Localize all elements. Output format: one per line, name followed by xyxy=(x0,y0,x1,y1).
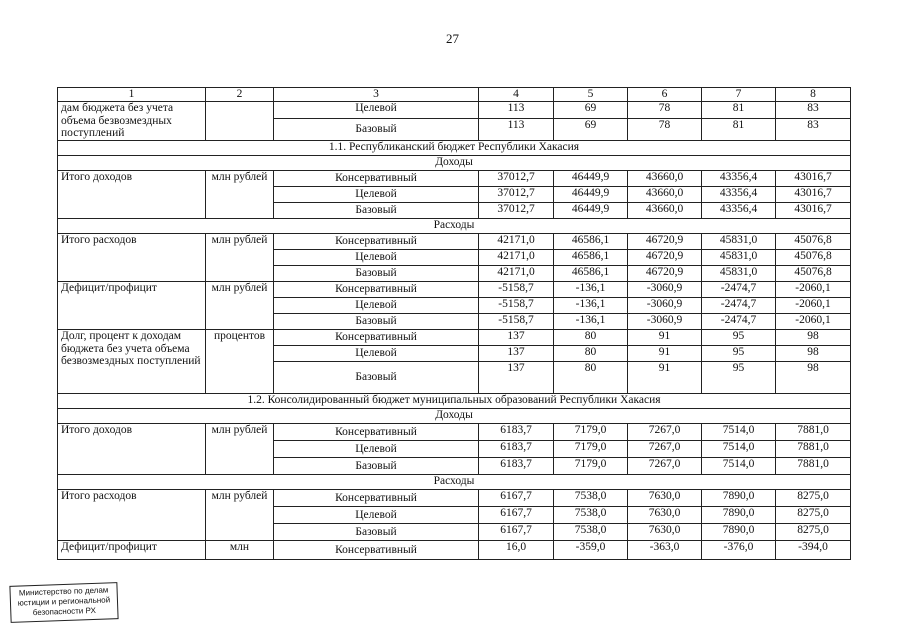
value-cell: -359,0 xyxy=(554,540,628,559)
value-cell: 91 xyxy=(628,345,702,361)
subsection-title: Доходы xyxy=(58,155,851,170)
value-cell: 37012,7 xyxy=(479,186,554,202)
value-cell: 7514,0 xyxy=(702,423,776,440)
scenario-label: Консервативный xyxy=(274,281,479,297)
value-cell: -2474,7 xyxy=(702,281,776,297)
value-cell: 7179,0 xyxy=(554,423,628,440)
value-cell: 137 xyxy=(479,361,554,393)
value-cell: 95 xyxy=(702,345,776,361)
value-cell: 7538,0 xyxy=(554,489,628,506)
column-header: 7 xyxy=(702,88,776,102)
value-cell: 7881,0 xyxy=(776,440,851,457)
value-cell: 43016,7 xyxy=(776,170,851,186)
indicator-label: Итого расходов xyxy=(58,489,206,540)
column-header: 5 xyxy=(554,88,628,102)
value-cell: 95 xyxy=(702,329,776,345)
value-cell: 8275,0 xyxy=(776,506,851,523)
value-cell: 43356,4 xyxy=(702,170,776,186)
stamp-line: Министерство по делам xyxy=(18,585,109,598)
column-header: 1 xyxy=(58,88,206,102)
value-cell: 46586,1 xyxy=(554,249,628,265)
value-cell: -136,1 xyxy=(554,313,628,329)
value-cell: 95 xyxy=(702,361,776,393)
scenario-label: Целевой xyxy=(274,102,479,119)
scenario-label: Целевой xyxy=(274,440,479,457)
value-cell: 43660,0 xyxy=(628,170,702,186)
value-cell: 46586,1 xyxy=(554,265,628,281)
value-cell: 45831,0 xyxy=(702,233,776,249)
table-row xyxy=(58,281,851,297)
value-cell: 91 xyxy=(628,361,702,393)
value-cell: 6183,7 xyxy=(479,440,554,457)
subsection-title: Доходы xyxy=(58,408,851,423)
table-row xyxy=(58,540,851,559)
scenario-label: Целевой xyxy=(274,345,479,361)
scenario-label: Консервативный xyxy=(274,540,479,559)
value-cell: 46586,1 xyxy=(554,233,628,249)
unit-cell: млн xyxy=(206,540,274,559)
scenario-label: Базовый xyxy=(274,361,479,393)
scenario-label: Консервативный xyxy=(274,170,479,186)
value-cell: 43356,4 xyxy=(702,186,776,202)
indicator-label: дам бюджета без учета объема безвозмездных поступлений xyxy=(58,102,206,141)
page-number: 27 xyxy=(446,31,459,46)
scenario-label: Базовый xyxy=(274,313,479,329)
value-cell: 43356,4 xyxy=(702,202,776,218)
subsection-title-row xyxy=(58,474,851,489)
scenario-label: Целевой xyxy=(274,297,479,313)
value-cell: 7630,0 xyxy=(628,523,702,540)
value-cell: -3060,9 xyxy=(628,297,702,313)
scenario-label: Консервативный xyxy=(274,423,479,440)
value-cell: 83 xyxy=(776,119,851,141)
value-cell: 16,0 xyxy=(479,540,554,559)
table-row xyxy=(58,489,851,506)
scenario-label: Целевой xyxy=(274,506,479,523)
value-cell: 7514,0 xyxy=(702,457,776,474)
value-cell: 7890,0 xyxy=(702,489,776,506)
indicator-label: Долг, процент к доходам бюджета без учета объема безвозмездных поступлений xyxy=(58,329,206,393)
table-row xyxy=(58,102,851,119)
section-title: 1.1. Республиканский бюджет Республики Хакасия xyxy=(58,140,851,155)
scenario-label: Базовый xyxy=(274,119,479,141)
value-cell: 46449,9 xyxy=(554,202,628,218)
ministry-stamp xyxy=(9,582,118,623)
value-cell: -376,0 xyxy=(702,540,776,559)
unit-cell xyxy=(206,102,274,141)
value-cell: 45076,8 xyxy=(776,265,851,281)
value-cell: 98 xyxy=(776,361,851,393)
indicator-label: Дефицит/профицит xyxy=(58,281,206,329)
column-header: 8 xyxy=(776,88,851,102)
subsection-title: Расходы xyxy=(58,474,851,489)
subsection-title-row xyxy=(58,408,851,423)
column-header: 6 xyxy=(628,88,702,102)
subsection-title-row xyxy=(58,155,851,170)
column-header: 4 xyxy=(479,88,554,102)
value-cell: -136,1 xyxy=(554,281,628,297)
section-title-row xyxy=(58,140,851,155)
value-cell: 7881,0 xyxy=(776,423,851,440)
value-cell: 6167,7 xyxy=(479,489,554,506)
value-cell: -5158,7 xyxy=(479,281,554,297)
value-cell: 113 xyxy=(479,102,554,119)
value-cell: -2474,7 xyxy=(702,313,776,329)
unit-cell: млн рублей xyxy=(206,281,274,329)
value-cell: 137 xyxy=(479,329,554,345)
value-cell: 37012,7 xyxy=(479,170,554,186)
scenario-label: Консервативный xyxy=(274,233,479,249)
scenario-label: Базовый xyxy=(274,202,479,218)
value-cell: 46449,9 xyxy=(554,170,628,186)
value-cell: 45831,0 xyxy=(702,249,776,265)
unit-cell: млн рублей xyxy=(206,170,274,218)
subsection-title: Расходы xyxy=(58,218,851,233)
value-cell: -2060,1 xyxy=(776,281,851,297)
column-header: 3 xyxy=(274,88,479,102)
value-cell: 46720,9 xyxy=(628,233,702,249)
value-cell: 46449,9 xyxy=(554,186,628,202)
value-cell: 7267,0 xyxy=(628,457,702,474)
section-title: 1.2. Консолидированный бюджет муниципальных образований Республики Хакасия xyxy=(58,393,851,408)
scenario-label: Базовый xyxy=(274,265,479,281)
value-cell: 43016,7 xyxy=(776,202,851,218)
value-cell: 42171,0 xyxy=(479,233,554,249)
subsection-title-row xyxy=(58,218,851,233)
value-cell: 7514,0 xyxy=(702,440,776,457)
value-cell: -5158,7 xyxy=(479,297,554,313)
value-cell: 43660,0 xyxy=(628,202,702,218)
value-cell: 7267,0 xyxy=(628,440,702,457)
scenario-label: Консервативный xyxy=(274,329,479,345)
unit-cell: млн рублей xyxy=(206,233,274,281)
value-cell: 43660,0 xyxy=(628,186,702,202)
section-title-row xyxy=(58,393,851,408)
table-row xyxy=(58,423,851,440)
indicator-label: Итого доходов xyxy=(58,170,206,218)
value-cell: -136,1 xyxy=(554,297,628,313)
value-cell: 81 xyxy=(702,119,776,141)
value-cell: 7267,0 xyxy=(628,423,702,440)
value-cell: 7630,0 xyxy=(628,489,702,506)
unit-cell: процентов xyxy=(206,329,274,393)
indicator-label: Итого доходов xyxy=(58,423,206,474)
table-row xyxy=(58,170,851,186)
value-cell: 98 xyxy=(776,329,851,345)
scenario-label: Целевой xyxy=(274,249,479,265)
value-cell: 7538,0 xyxy=(554,506,628,523)
scenario-label: Консервативный xyxy=(274,489,479,506)
stamp-line: юстиции и региональной xyxy=(17,595,111,608)
value-cell: 91 xyxy=(628,329,702,345)
value-cell: -3060,9 xyxy=(628,313,702,329)
value-cell: 7538,0 xyxy=(554,523,628,540)
indicator-label: Дефицит/профицит xyxy=(58,540,206,559)
value-cell: 98 xyxy=(776,345,851,361)
header-row xyxy=(58,88,851,102)
value-cell: 6183,7 xyxy=(479,423,554,440)
column-header: 2 xyxy=(206,88,274,102)
value-cell: 113 xyxy=(479,119,554,141)
value-cell: 6167,7 xyxy=(479,506,554,523)
table-row xyxy=(58,329,851,345)
value-cell: 83 xyxy=(776,102,851,119)
value-cell: -2060,1 xyxy=(776,297,851,313)
value-cell: 7630,0 xyxy=(628,506,702,523)
value-cell: 7890,0 xyxy=(702,523,776,540)
value-cell: 69 xyxy=(554,102,628,119)
unit-cell: млн рублей xyxy=(206,423,274,474)
scenario-label: Базовый xyxy=(274,457,479,474)
value-cell: 42171,0 xyxy=(479,265,554,281)
value-cell: 78 xyxy=(628,102,702,119)
value-cell: 8275,0 xyxy=(776,489,851,506)
value-cell: 46720,9 xyxy=(628,249,702,265)
value-cell: 42171,0 xyxy=(479,249,554,265)
value-cell: -2060,1 xyxy=(776,313,851,329)
value-cell: 8275,0 xyxy=(776,523,851,540)
value-cell: 6167,7 xyxy=(479,523,554,540)
budget-table xyxy=(57,87,851,560)
value-cell: 78 xyxy=(628,119,702,141)
value-cell: 69 xyxy=(554,119,628,141)
value-cell: -394,0 xyxy=(776,540,851,559)
scenario-label: Базовый xyxy=(274,523,479,540)
value-cell: 45076,8 xyxy=(776,233,851,249)
value-cell: -3060,9 xyxy=(628,281,702,297)
value-cell: 45831,0 xyxy=(702,265,776,281)
value-cell: 6183,7 xyxy=(479,457,554,474)
value-cell: -5158,7 xyxy=(479,313,554,329)
value-cell: 43016,7 xyxy=(776,186,851,202)
table-row xyxy=(58,233,851,249)
value-cell: 7179,0 xyxy=(554,440,628,457)
stamp-line: безопасности РХ xyxy=(32,605,96,618)
value-cell: 45076,8 xyxy=(776,249,851,265)
value-cell: -2474,7 xyxy=(702,297,776,313)
value-cell: -363,0 xyxy=(628,540,702,559)
value-cell: 137 xyxy=(479,345,554,361)
indicator-label: Итого расходов xyxy=(58,233,206,281)
scenario-label: Целевой xyxy=(274,186,479,202)
value-cell: 7179,0 xyxy=(554,457,628,474)
value-cell: 80 xyxy=(554,329,628,345)
value-cell: 7881,0 xyxy=(776,457,851,474)
value-cell: 80 xyxy=(554,345,628,361)
value-cell: 7890,0 xyxy=(702,506,776,523)
unit-cell: млн рублей xyxy=(206,489,274,540)
value-cell: 81 xyxy=(702,102,776,119)
value-cell: 37012,7 xyxy=(479,202,554,218)
value-cell: 46720,9 xyxy=(628,265,702,281)
value-cell: 80 xyxy=(554,361,628,393)
